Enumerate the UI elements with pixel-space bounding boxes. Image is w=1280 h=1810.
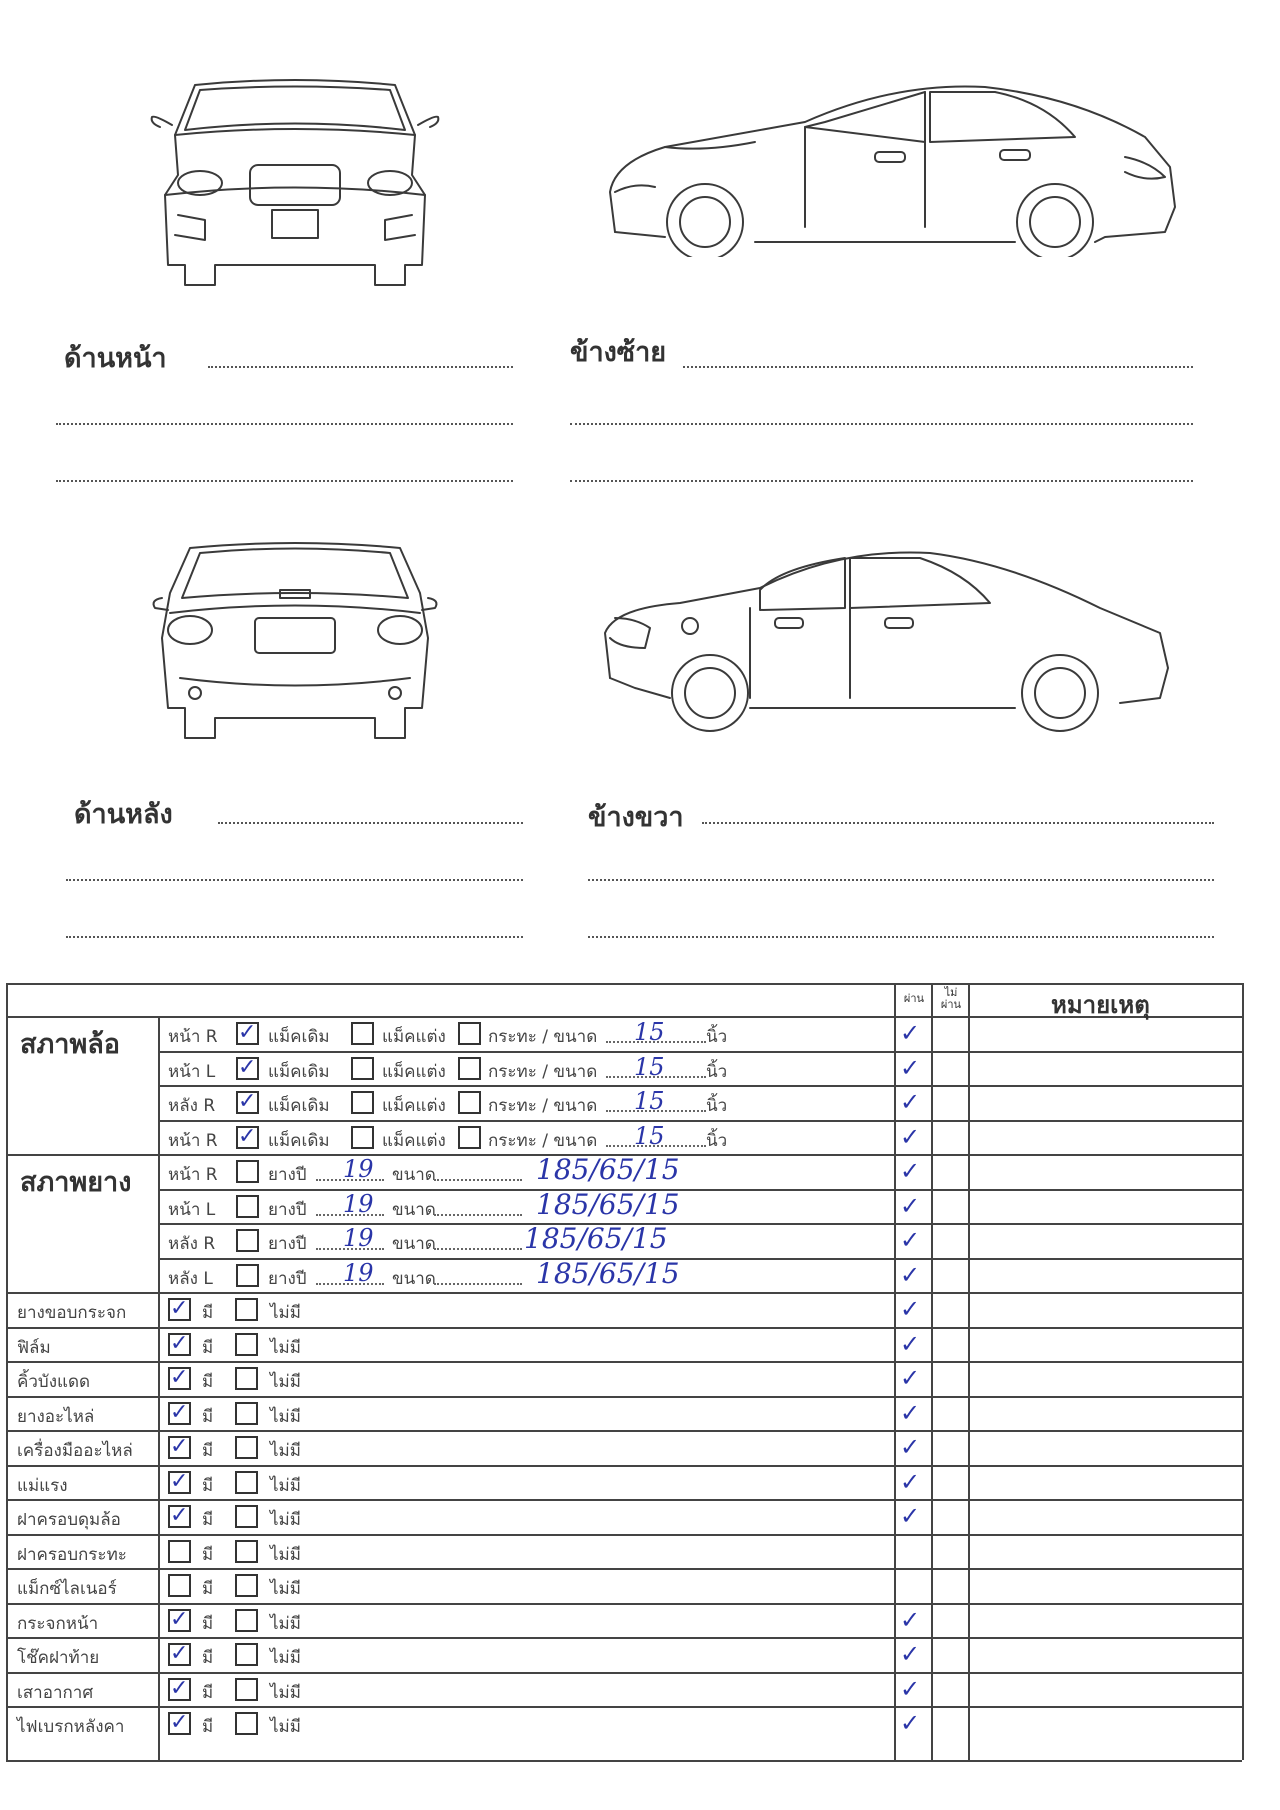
- item-label: แม็กซ์ไลเนอร์: [17, 1579, 117, 1599]
- item-column-line: [158, 1292, 160, 1760]
- none-label: ไม่มี: [270, 1717, 301, 1737]
- pass-checkmark[interactable]: ✓: [900, 1053, 921, 1082]
- has-checkmark: ✓: [170, 1606, 189, 1632]
- has-checkmark: ✓: [170, 1434, 189, 1459]
- has-label: มี: [202, 1337, 214, 1358]
- has-checkmark: ✓: [170, 1675, 189, 1701]
- front-notes-line-3[interactable]: [56, 480, 513, 482]
- original-mag-checkmark: ✓: [238, 1089, 257, 1114]
- none-checkbox[interactable]: [235, 1505, 258, 1528]
- rim-size-label: กระทะ / ขนาด: [488, 1027, 598, 1047]
- tire-size-label: ขนาด: [392, 1165, 436, 1185]
- pass-checkmark[interactable]: ✓: [900, 1019, 921, 1047]
- none-label: ไม่มี: [270, 1613, 301, 1634]
- item-label: ฝาครอบดุมล้อ: [17, 1510, 121, 1530]
- tire-size-dotline: [434, 1248, 522, 1250]
- tire-year-label: ยางปี: [268, 1234, 307, 1254]
- pass-checkmark[interactable]: ✓: [900, 1191, 921, 1220]
- table-row-line: [6, 1706, 1242, 1708]
- rear-notes-line-3[interactable]: [66, 936, 523, 938]
- none-checkbox[interactable]: [235, 1712, 258, 1735]
- left-notes-line-1[interactable]: [683, 366, 1193, 368]
- notes-header: หมายเหตุ: [1051, 991, 1150, 1019]
- none-checkbox[interactable]: [235, 1367, 258, 1390]
- position-column-line: [158, 1016, 160, 1292]
- has-label: มี: [202, 1303, 214, 1323]
- has-checkmark: ✓: [170, 1468, 189, 1494]
- item-label: กระจกหน้า: [17, 1613, 99, 1634]
- wheel-position: หน้า R: [168, 1027, 218, 1047]
- item-label: คิ้วบังแดด: [17, 1372, 91, 1392]
- tire-size-label: ขนาด: [392, 1199, 436, 1220]
- pass-checkmark[interactable]: ✓: [900, 1364, 921, 1392]
- car-left-side-drawing: [605, 82, 1180, 257]
- item-label: เสาอากาศ: [17, 1682, 94, 1703]
- custom-mag-checkbox[interactable]: [351, 1091, 374, 1114]
- none-checkbox[interactable]: [235, 1471, 258, 1494]
- none-label: ไม่มี: [270, 1372, 301, 1392]
- none-checkbox[interactable]: [235, 1678, 258, 1701]
- none-label: ไม่มี: [270, 1510, 301, 1530]
- tire-size-value[interactable]: 185/65/15: [536, 1256, 680, 1290]
- pass-checkmark[interactable]: ✓: [900, 1640, 921, 1668]
- table-row-line: [6, 1603, 1242, 1605]
- table-row-line: [6, 1361, 1242, 1363]
- tire-year-value[interactable]: 19: [343, 1258, 374, 1287]
- wheel-position: หน้า L: [168, 1061, 216, 1082]
- notes-column-line: [968, 983, 970, 1760]
- tire-size-dotline: [434, 1283, 522, 1285]
- tire-position: หลัง L: [168, 1268, 213, 1289]
- right-view-label: ข้างขวา: [588, 802, 684, 833]
- tire-size-label: ขนาด: [392, 1268, 436, 1289]
- custom-mag-label: แม็คแต่ง: [382, 1130, 446, 1151]
- has-label: มี: [202, 1682, 214, 1703]
- rim-checkbox[interactable]: [458, 1126, 481, 1149]
- rim-size-unit: นิ้ว: [706, 1130, 728, 1151]
- none-checkbox[interactable]: [235, 1298, 258, 1321]
- tire-year-value[interactable]: 19: [343, 1224, 374, 1252]
- none-label: ไม่มี: [270, 1303, 301, 1323]
- tire-checkbox[interactable]: [236, 1195, 259, 1218]
- right-notes-line-2[interactable]: [588, 879, 1214, 881]
- has-label: มี: [202, 1475, 214, 1496]
- has-checkmark: ✓: [170, 1365, 189, 1390]
- rim-checkbox[interactable]: [458, 1022, 481, 1045]
- pass-checkmark[interactable]: ✓: [900, 1467, 921, 1496]
- inspection-checklist-table: [6, 983, 1242, 1760]
- pass-checkmark[interactable]: ✓: [900, 1226, 921, 1254]
- has-label: มี: [202, 1406, 214, 1427]
- tire-position: หน้า L: [168, 1199, 216, 1220]
- table-bottom-border: [6, 1760, 1242, 1762]
- wheel-position: หลัง R: [168, 1096, 216, 1116]
- right-notes-line-3[interactable]: [588, 936, 1214, 938]
- table-row-line: [158, 1120, 1242, 1122]
- item-label: ฝาครอบกระทะ: [17, 1544, 127, 1565]
- rim-size-unit: นิ้ว: [706, 1061, 728, 1082]
- has-checkbox[interactable]: [168, 1574, 191, 1597]
- front-notes-line-1[interactable]: [208, 366, 513, 368]
- has-label: มี: [202, 1441, 214, 1461]
- pass-checkmark[interactable]: ✓: [900, 1122, 921, 1151]
- pass-checkmark[interactable]: ✓: [900, 1260, 921, 1289]
- fail-header-top: ไม่: [944, 986, 958, 999]
- item-label: ยางขอบกระจก: [17, 1303, 127, 1323]
- item-label: ฟิล์ม: [17, 1337, 51, 1358]
- tire-year-label: ยางปี: [268, 1165, 307, 1185]
- tire-size-value[interactable]: 185/65/15: [536, 1187, 680, 1221]
- table-row-line: [6, 1499, 1242, 1501]
- rim-size-unit: นิ้ว: [706, 1027, 728, 1047]
- none-checkbox[interactable]: [235, 1609, 258, 1632]
- has-checkmark: ✓: [170, 1330, 189, 1356]
- custom-mag-label: แม็คแต่ง: [382, 1061, 446, 1082]
- item-label: ไฟเบรกหลังคา: [17, 1717, 125, 1737]
- tire-position: หลัง R: [168, 1234, 216, 1254]
- pass-checkmark[interactable]: ✓: [900, 1295, 921, 1323]
- original-mag-label: แม็คเดิม: [268, 1130, 330, 1151]
- table-right-border: [1242, 983, 1244, 1760]
- table-row-line: [6, 1327, 1242, 1329]
- tire-size-dotline: [434, 1214, 522, 1216]
- fail-column-line: [931, 983, 933, 1760]
- has-label: มี: [202, 1579, 214, 1599]
- none-label: ไม่มี: [270, 1406, 301, 1427]
- none-checkbox[interactable]: [235, 1436, 258, 1459]
- item-label: แม่แรง: [17, 1475, 68, 1496]
- has-label: มี: [202, 1510, 214, 1530]
- pass-checkmark[interactable]: ✓: [900, 1502, 921, 1530]
- none-label: ไม่มี: [270, 1579, 301, 1599]
- original-mag-checkmark: ✓: [238, 1020, 257, 1045]
- rim-checkbox[interactable]: [458, 1091, 481, 1114]
- none-checkbox[interactable]: [235, 1333, 258, 1356]
- pass-checkmark[interactable]: ✓: [900, 1329, 921, 1358]
- tire-size-dotline: [434, 1179, 522, 1181]
- car-right-side-drawing: [600, 548, 1175, 733]
- custom-mag-checkbox[interactable]: [351, 1126, 374, 1149]
- front-notes-line-2[interactable]: [56, 423, 513, 425]
- has-checkmark: ✓: [170, 1503, 189, 1528]
- pass-checkmark[interactable]: ✓: [900, 1674, 921, 1703]
- has-label: มี: [202, 1544, 214, 1565]
- rear-view-label: ด้านหลัง: [74, 799, 173, 830]
- none-label: ไม่มี: [270, 1682, 301, 1703]
- tire-year-value[interactable]: 19: [343, 1155, 374, 1183]
- original-mag-checkmark: ✓: [238, 1054, 257, 1080]
- rim-size-value[interactable]: 15: [634, 1121, 665, 1150]
- none-label: ไม่มี: [270, 1648, 301, 1668]
- rim-size-label: กระทะ / ขนาด: [488, 1061, 598, 1082]
- none-checkbox[interactable]: [235, 1643, 258, 1666]
- table-row-line: [158, 1258, 1242, 1260]
- pass-checkmark[interactable]: ✓: [900, 1157, 921, 1185]
- fail-header-bottom: ผ่าน: [940, 998, 962, 1011]
- tire-size-value[interactable]: 185/65/15: [536, 1153, 680, 1186]
- none-label: ไม่มี: [270, 1337, 301, 1358]
- left-notes-line-3[interactable]: [570, 480, 1193, 482]
- item-label: เครื่องมืออะไหล่: [17, 1441, 133, 1461]
- has-label: มี: [202, 1372, 214, 1392]
- rear-notes-line-2[interactable]: [66, 879, 523, 881]
- has-label: มี: [202, 1613, 214, 1634]
- pass-checkmark[interactable]: ✓: [900, 1709, 921, 1737]
- has-checkbox[interactable]: [168, 1540, 191, 1563]
- table-left-border: [6, 983, 8, 1760]
- table-row-line: [158, 1189, 1242, 1191]
- tire-year-label: ยางปี: [268, 1268, 307, 1289]
- table-row-line: [6, 1465, 1242, 1467]
- custom-mag-checkbox[interactable]: [351, 1022, 374, 1045]
- tire-size-value[interactable]: 185/65/15: [524, 1222, 668, 1255]
- pass-header: ผ่าน: [903, 992, 925, 1005]
- pass-checkmark[interactable]: ✓: [900, 1088, 921, 1116]
- tire-checkbox[interactable]: [236, 1229, 259, 1252]
- table-row-line: [6, 1637, 1242, 1639]
- rim-size-value[interactable]: 15: [634, 1052, 665, 1081]
- pass-checkmark[interactable]: ✓: [900, 1605, 921, 1634]
- original-mag-checkmark: ✓: [238, 1123, 257, 1149]
- tire-checkbox[interactable]: [236, 1264, 259, 1287]
- pass-column-line: [894, 983, 896, 1760]
- rim-size-value[interactable]: 15: [634, 1018, 665, 1046]
- tire-checkbox[interactable]: [236, 1160, 259, 1183]
- original-mag-label: แม็คเดิม: [268, 1096, 330, 1116]
- table-row-line: [6, 1568, 1242, 1570]
- table-row-line: [158, 1223, 1242, 1225]
- custom-mag-checkbox[interactable]: [351, 1057, 374, 1080]
- table-row-line: [6, 1430, 1242, 1432]
- has-checkmark: ✓: [170, 1399, 189, 1425]
- car-front-drawing: [150, 75, 440, 290]
- table-row-line: [6, 1396, 1242, 1398]
- custom-mag-label: แม็คแต่ง: [382, 1027, 446, 1047]
- none-label: ไม่มี: [270, 1544, 301, 1565]
- wheel-section-title: สภาพล้อ: [20, 1029, 120, 1060]
- none-checkbox[interactable]: [235, 1574, 258, 1597]
- has-label: มี: [202, 1648, 214, 1668]
- rim-size-unit: นิ้ว: [706, 1096, 728, 1116]
- table-row-line: [6, 1672, 1242, 1674]
- section-divider: [6, 1292, 1242, 1294]
- tire-position: หน้า R: [168, 1165, 218, 1185]
- custom-mag-label: แม็คแต่ง: [382, 1096, 446, 1116]
- has-checkmark: ✓: [170, 1296, 189, 1321]
- none-label: ไม่มี: [270, 1475, 301, 1496]
- has-label: มี: [202, 1717, 214, 1737]
- none-label: ไม่มี: [270, 1441, 301, 1461]
- table-row-line: [6, 1534, 1242, 1536]
- rim-size-value[interactable]: 15: [634, 1087, 665, 1115]
- pass-checkmark[interactable]: ✓: [900, 1433, 921, 1461]
- rim-checkbox[interactable]: [458, 1057, 481, 1080]
- wheel-position: หน้า R: [168, 1130, 218, 1151]
- rear-notes-line-1[interactable]: [218, 822, 523, 824]
- tire-section-title: สภาพยาง: [20, 1167, 132, 1198]
- tire-year-label: ยางปี: [268, 1199, 307, 1220]
- none-checkbox[interactable]: [235, 1402, 258, 1425]
- left-notes-line-2[interactable]: [570, 423, 1193, 425]
- pass-checkmark[interactable]: ✓: [900, 1398, 921, 1427]
- has-checkmark: ✓: [170, 1641, 189, 1666]
- right-notes-line-1[interactable]: [702, 822, 1214, 824]
- tire-year-value[interactable]: 19: [343, 1189, 374, 1218]
- item-label: ยางอะไหล่: [17, 1406, 95, 1427]
- has-checkmark: ✓: [170, 1710, 189, 1735]
- car-rear-drawing: [150, 538, 440, 748]
- left-view-label: ข้างซ้าย: [570, 337, 667, 368]
- rim-size-label: กระทะ / ขนาด: [488, 1130, 598, 1151]
- item-label: โช๊คฝาท้าย: [17, 1648, 100, 1668]
- original-mag-label: แม็คเดิม: [268, 1061, 330, 1082]
- tire-size-label: ขนาด: [392, 1234, 436, 1254]
- table-row-line: [158, 1051, 1242, 1053]
- table-row-line: [158, 1085, 1242, 1087]
- original-mag-label: แม็คเดิม: [268, 1027, 330, 1047]
- none-checkbox[interactable]: [235, 1540, 258, 1563]
- front-view-label: ด้านหน้า: [64, 343, 167, 374]
- rim-size-label: กระทะ / ขนาด: [488, 1096, 598, 1116]
